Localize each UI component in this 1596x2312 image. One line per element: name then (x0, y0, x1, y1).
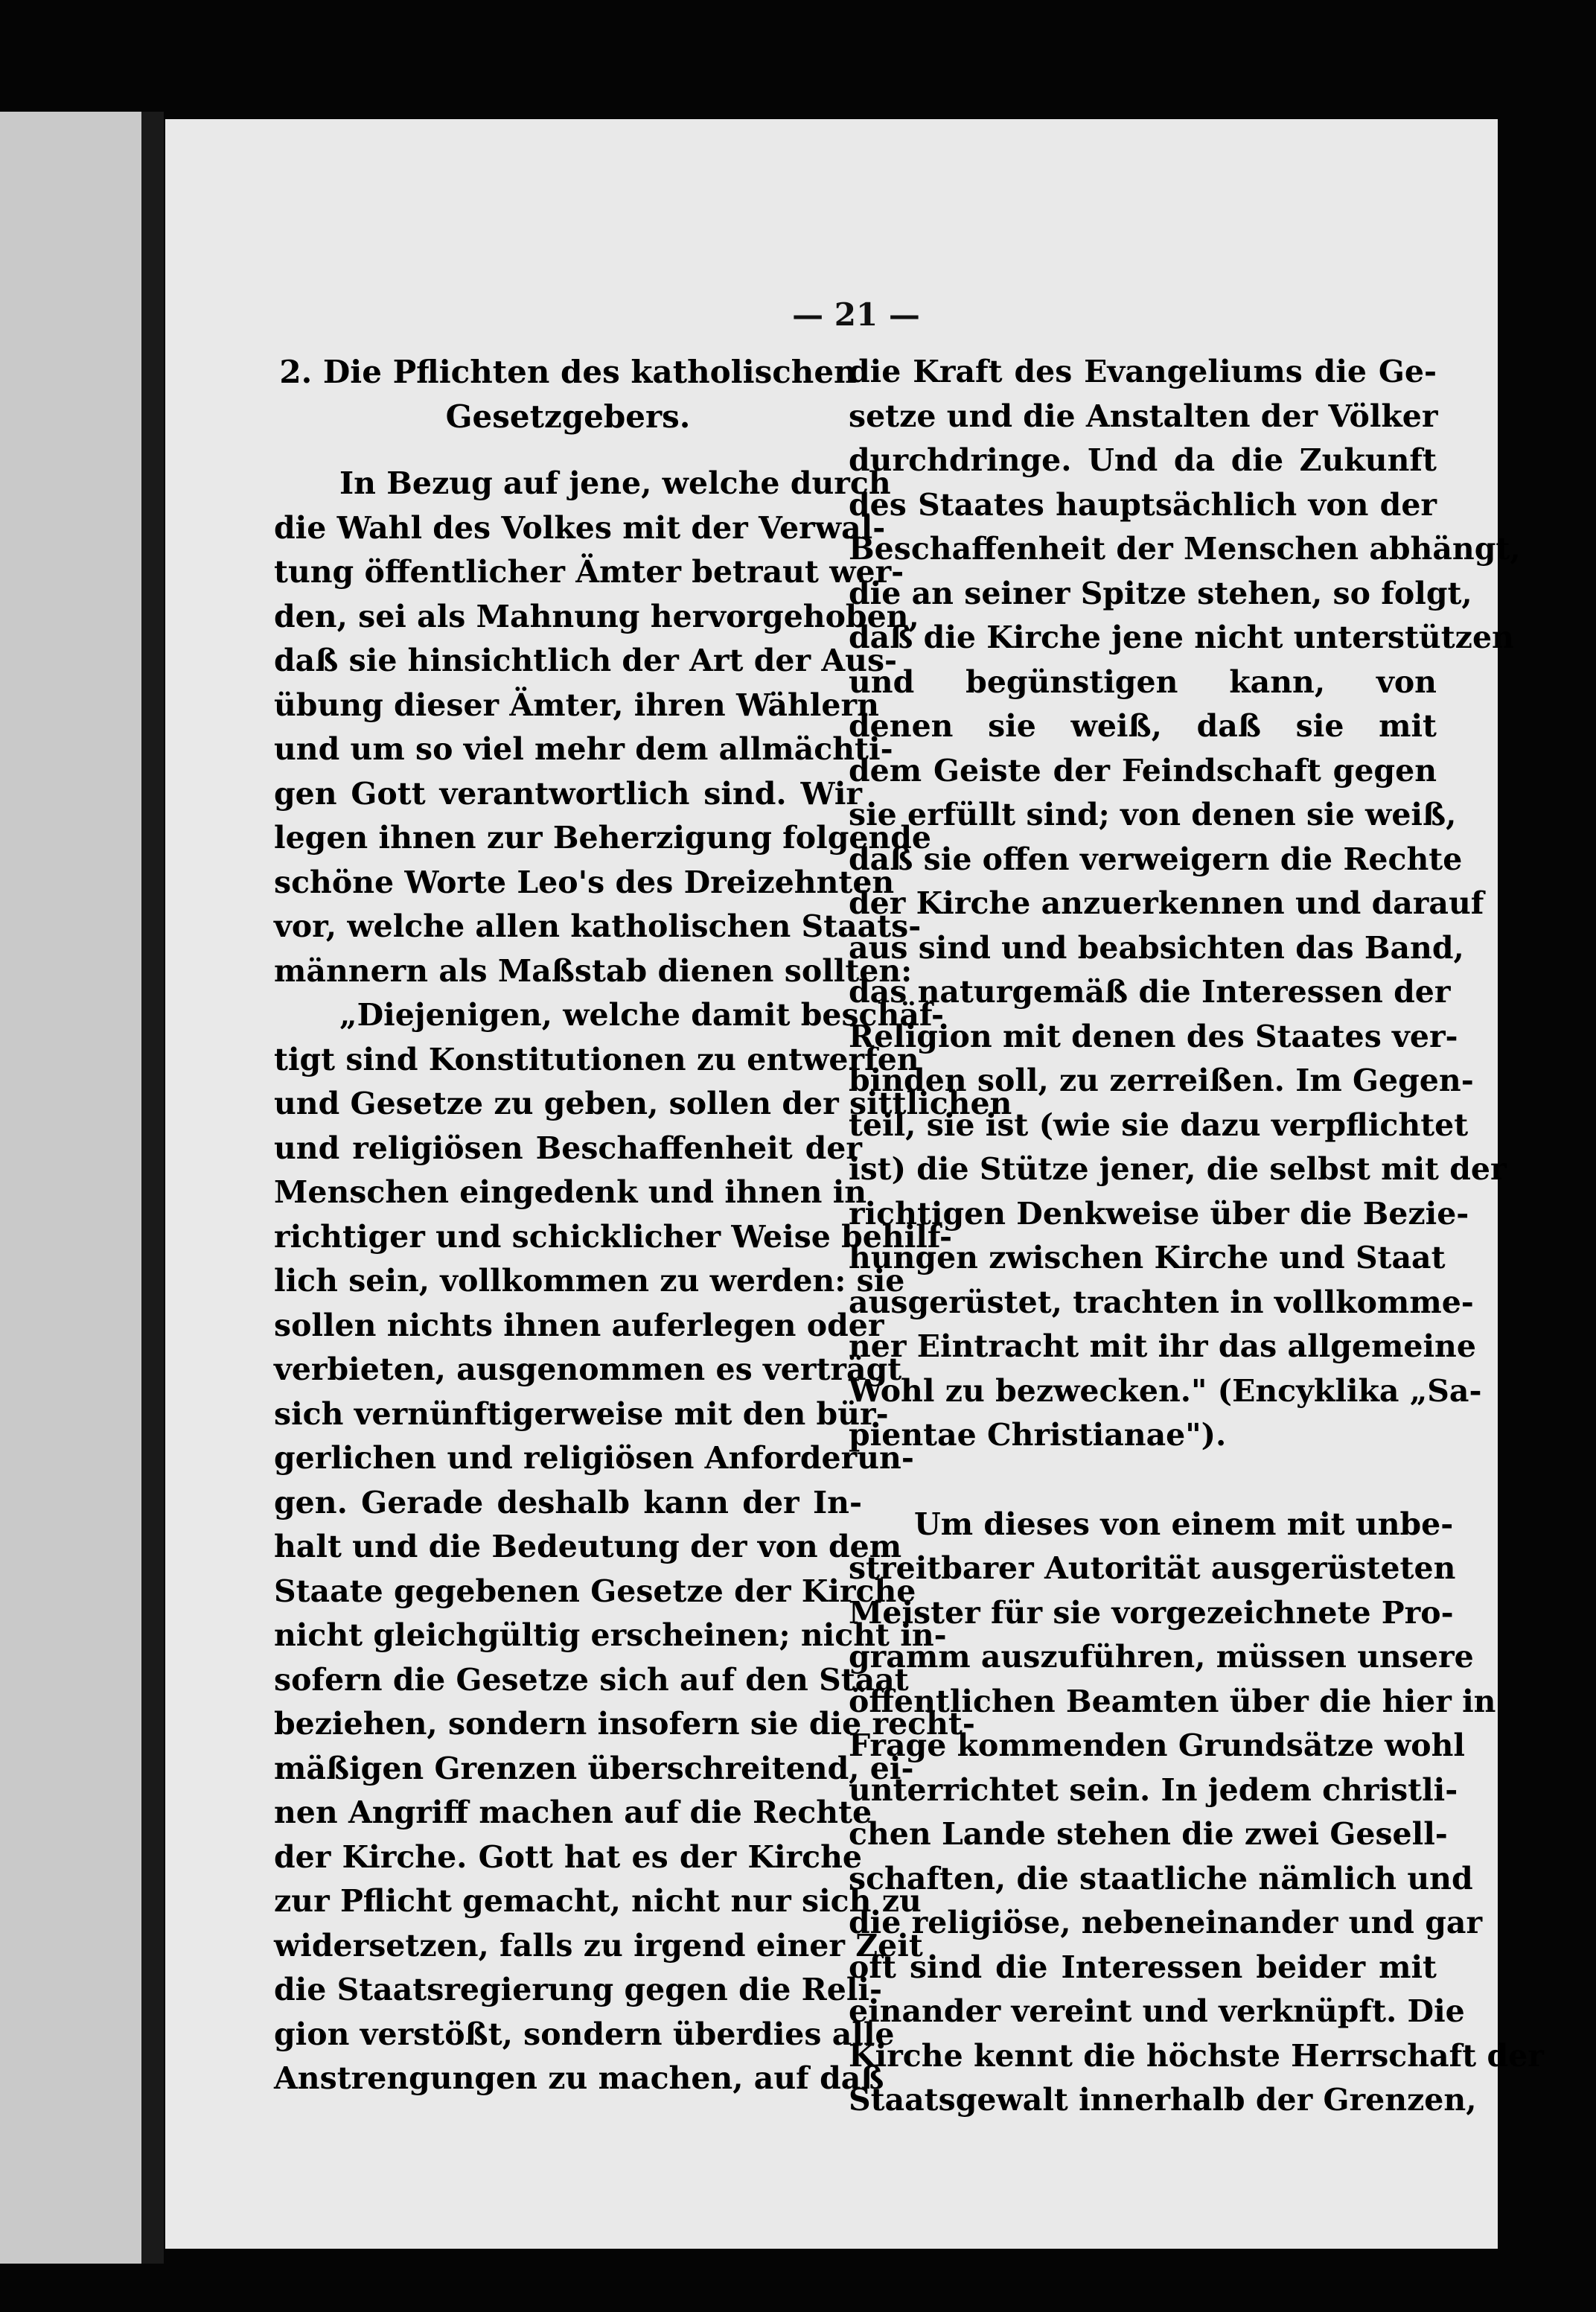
heading-line: Gesetzgebers. (445, 398, 691, 435)
text-line: Frage kommenden Grundsätze wohl (849, 1727, 1465, 1763)
text-line: die an seiner Spitze stehen, so folgt, (849, 575, 1472, 611)
text-line: richtiger und schicklicher Weise behilf- (274, 1218, 953, 1255)
left-page-edge (0, 112, 141, 2264)
text-line: „Diejenigen, welche damit beschäf- (339, 997, 945, 1033)
text-line: schaften, die staatliche nämlich und (849, 1860, 1473, 1897)
text-line: ausgerüstet, trachten in vollkomme- (849, 1284, 1474, 1320)
text-line: die Kraft des Evangeliums die Ge- (849, 354, 1437, 389)
text-line: gramm auszuführen, müssen unsere (849, 1639, 1474, 1675)
text-line: tung öffentlicher Ämter betraut wer- (274, 554, 904, 590)
text-line: hungen zwischen Kirche und Staat (849, 1240, 1446, 1276)
text-line: die religiöse, nebeneinander und gar (849, 1905, 1483, 1940)
text-line: unterrichtet sein. In jedem christli- (849, 1771, 1458, 1808)
text-line: und um so viel mehr dem allmächti- (274, 731, 893, 767)
text-line: pientae Christianae"). (849, 1417, 1227, 1453)
left-text-column (274, 350, 1012, 2101)
heading-line: 2. Die Pflichten des katholischen (279, 354, 857, 390)
text-line: gen Gott verantwortlich sind. Wir (274, 775, 862, 812)
text-line: Kirche kennt die höchste Herrschaft der (849, 2037, 1544, 2074)
text-line: Wohl zu bezwecken." (Encyklika „Sa- (849, 1372, 1482, 1409)
text-line: Staate gegebenen Gesetze der Kirche (274, 1573, 916, 1609)
text-line: Staatsgewalt innerhalb der Grenzen, (849, 2082, 1477, 2118)
text-line: tigt sind Konstitutionen zu entwerfen (274, 1041, 919, 1077)
text-line: des Staates hauptsächlich von der (849, 486, 1437, 523)
text-line: die Staatsregierung gegen die Reli- (274, 1972, 882, 2007)
text-line: denen sie weiß, daß sie mit (849, 708, 1437, 744)
text-line: oft sind die Interessen beider mit (849, 1949, 1437, 1985)
text-line: durchdringe. Und da die Zukunft (849, 442, 1437, 478)
text-line: In Bezug auf jene, welche durch (339, 465, 891, 501)
section-heading (274, 350, 862, 439)
text-line: Religion mit denen des Staates ver- (849, 1018, 1458, 1054)
text-line: dem Geiste der Feindschaft gegen (849, 752, 1437, 789)
text-line: und religiösen Beschaffenheit der (274, 1130, 862, 1166)
text-line: halt und die Bedeutung der von dem (274, 1529, 902, 1564)
text-line: gerlichen und religiösen Anforderun- (274, 1440, 914, 1476)
text-line: das naturgemäß die Interessen der (849, 974, 1451, 1010)
text-line: streitbarer Autorität ausgerüsteten (849, 1550, 1456, 1586)
text-line: Um dieses von einem mit unbe- (914, 1506, 1454, 1542)
text-line: nicht gleichgültig erscheinen; nicht in- (274, 1617, 947, 1653)
text-line: setze und die Anstalten der Völker (849, 398, 1438, 434)
text-line: sofern die Gesetze sich auf den Staat (274, 1661, 909, 1698)
right-paragraph-1 (849, 350, 1521, 1458)
text-line: teil, sie ist (wie sie dazu verpflichtet (849, 1106, 1469, 1143)
text-line: öffentlichen Beamten über die hier in (849, 1683, 1496, 1719)
text-line: der Kirche. Gott hat es der Kirche (274, 1838, 862, 1875)
page-number: — 21 — (792, 296, 920, 333)
text-line: Meister für sie vorgezeichnete Pro- (849, 1594, 1454, 1631)
text-line: ner Eintracht mit ihr das allgemeine (849, 1328, 1476, 1364)
text-line: mäßigen Grenzen überschreitend, ei- (274, 1750, 914, 1786)
text-line: zur Pflicht gemacht, nicht nur sich zu (274, 1883, 922, 1919)
text-line: und begünstigen kann, von (849, 663, 1437, 700)
text-line: daß sie offen verweigern die Rechte (849, 841, 1463, 877)
text-line: beziehen, sondern insofern sie die recht- (274, 1706, 975, 1742)
text-line: verbieten, ausgenommen es verträgt (274, 1351, 902, 1387)
right-text-column (849, 350, 1544, 2123)
text-line: Menschen eingedenk und ihnen in (274, 1174, 867, 1210)
text-line: ist) die Stütze jener, die selbst mit der (849, 1151, 1507, 1187)
text-line: die Wahl des Volkes mit der Verwal- (274, 509, 886, 546)
text-line: lich sein, vollkommen zu werden: sie (274, 1263, 905, 1299)
text-line: richtigen Denkweise über die Bezie- (849, 1195, 1469, 1232)
text-line: Anstrengungen zu machen, auf daß (274, 2060, 884, 2096)
text-line: den, sei als Mahnung hervorgehoben, (274, 598, 919, 634)
text-line: daß sie hinsichtlich der Art der Aus- (274, 643, 898, 678)
text-line: sie erfüllt sind; von denen sie weiß, (849, 797, 1457, 832)
text-line: sich vernünftigerweise mit den bür- (274, 1395, 889, 1432)
book-gutter (141, 112, 164, 2264)
text-line: aus sind und beabsichten das Band, (849, 929, 1464, 966)
text-line: widersetzen, falls zu irgend einer Zeit (274, 1927, 923, 1964)
text-line: gen. Gerade deshalb kann der In- (274, 1484, 862, 1520)
text-line: einander vereint und verknüpft. Die (849, 1993, 1465, 2029)
text-line: chen Lande stehen die zwei Gesell- (849, 1816, 1448, 1852)
text-line: übung dieser Ämter, ihren Wählern (274, 687, 879, 723)
text-line: sollen nichts ihnen auferlegen oder (274, 1307, 884, 1343)
text-line: legen ihnen zur Beherzigung folgende (274, 820, 932, 856)
right-paragraph-2 (849, 1503, 1544, 2123)
text-line: und Gesetze zu geben, sollen der sittlichen (274, 1086, 1012, 1121)
text-line: gion verstößt, sondern überdies alle (274, 2016, 895, 2052)
text-line: Beschaffenheit der Menschen abhängt, (849, 531, 1521, 567)
text-line: nen Angriff machen auf die Rechte (274, 1794, 872, 1830)
text-line: binden soll, zu zerreißen. Im Gegen- (849, 1063, 1474, 1098)
text-line: vor, welche allen katholischen Staats- (274, 908, 922, 944)
text-line: der Kirche anzuerkennen und darauf (849, 885, 1484, 921)
text-line: schöne Worte Leo's des Dreizehnten (274, 864, 895, 900)
left-paragraph (274, 462, 1012, 2101)
text-line: männern als Maßstab dienen sollten: (274, 952, 913, 989)
text-line: daß die Kirche jene nicht unterstützen (849, 620, 1514, 655)
